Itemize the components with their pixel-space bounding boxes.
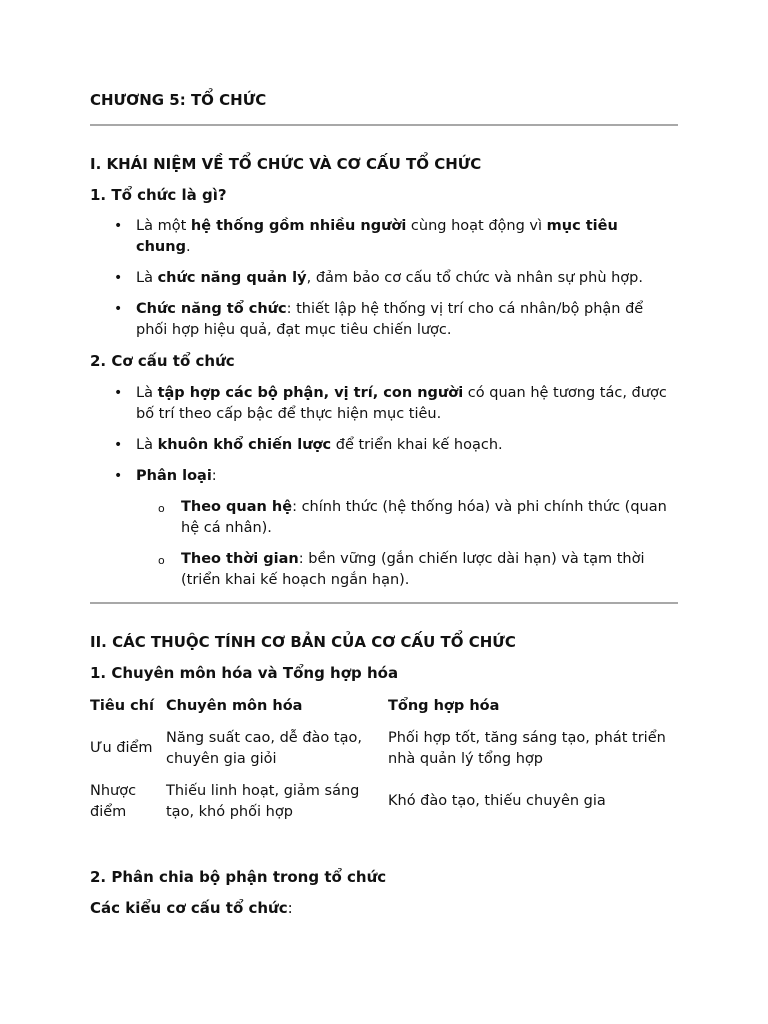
bullet-icon: • bbox=[114, 468, 123, 484]
table-header-cell: Chuyên môn hóa bbox=[166, 697, 303, 714]
list-item: • Là khuôn khổ chiến lược để triển khai kế hoạch. bbox=[136, 435, 676, 456]
table-header-row bbox=[90, 690, 680, 722]
subsection-heading-1-2: 2. Cơ cấu tổ chức bbox=[90, 352, 235, 370]
bullet-icon: • bbox=[114, 437, 123, 453]
comparison-table bbox=[90, 690, 680, 828]
section-heading-2: II. CÁC THUỘC TÍNH CƠ BẢN CỦA CƠ CẤU TỔ CHỨC bbox=[90, 633, 516, 651]
table-cell: Nhược điểm bbox=[90, 782, 137, 820]
table-cell: Năng suất cao, dễ đào tạo, chuyên gia giỏi bbox=[166, 729, 362, 767]
bullet-icon: • bbox=[114, 301, 123, 317]
divider bbox=[90, 124, 678, 126]
bullet-icon: • bbox=[114, 218, 123, 234]
list-item: • Phân loại: bbox=[136, 466, 676, 487]
table-cell: Khó đào tạo, thiếu chuyên gia bbox=[388, 793, 606, 809]
table-row bbox=[90, 722, 680, 775]
sub-list-item: o Theo thời gian: bền vững (gắn chiến lược dài hạn) và tạm thời (triển khai kế hoạch ngắn hạn). bbox=[158, 551, 645, 588]
list-item: • Là một hệ thống gồm nhiều người cùng hoạt động vì mục tiêu chung. bbox=[114, 218, 618, 255]
list-item: • Là chức năng quản lý, đảm bảo cơ cấu tổ chức và nhân sự phù hợp. bbox=[136, 268, 676, 289]
subsection-heading-1-1: 1. Tổ chức là gì? bbox=[90, 186, 227, 204]
sub-list-item: o Theo quan hệ: chính thức (hệ thống hóa) và phi chính thức (quan hệ cá nhân). bbox=[158, 499, 667, 536]
subsection-heading-2-2: 2. Phân chia bộ phận trong tổ chức bbox=[90, 868, 387, 886]
table-header-cell: Tổng hợp hóa bbox=[388, 697, 500, 714]
table-cell: Phối hợp tốt, tăng sáng tạo, phát triển nhà quản lý tổng hợp bbox=[388, 729, 666, 767]
list-item: • Là tập hợp các bộ phận, vị trí, con người có quan hệ tương tác, được bố trí theo cấp bậc để thực hiện mục tiêu. bbox=[114, 385, 667, 422]
bullet-icon: • bbox=[114, 385, 123, 401]
table-cell: Ưu điểm bbox=[90, 740, 153, 756]
divider bbox=[90, 602, 678, 604]
bullet-icon: • bbox=[114, 270, 123, 286]
subsection-heading-2-1: 1. Chuyên môn hóa và Tổng hợp hóa bbox=[90, 664, 399, 682]
circle-bullet-icon: o bbox=[158, 502, 165, 515]
types-label: Các kiểu cơ cấu tổ chức: bbox=[90, 899, 293, 917]
circle-bullet-icon: o bbox=[158, 554, 165, 567]
table-header-cell: Tiêu chí bbox=[90, 697, 154, 714]
table-row bbox=[90, 775, 680, 828]
list-item: • Chức năng tổ chức: thiết lập hệ thống vị trí cho cá nhân/bộ phận để phối hợp hiệu quả, đạt mục tiêu chiến lược. bbox=[114, 301, 644, 338]
chapter-title: CHƯƠNG 5: TỔ CHỨC bbox=[90, 91, 267, 109]
table-cell: Thiếu linh hoạt, giảm sáng tạo, khó phối hợp bbox=[166, 782, 360, 820]
section-heading-1: I. KHÁI NIỆM VỀ TỔ CHỨC VÀ CƠ CẤU TỔ CHỨC bbox=[90, 155, 482, 173]
